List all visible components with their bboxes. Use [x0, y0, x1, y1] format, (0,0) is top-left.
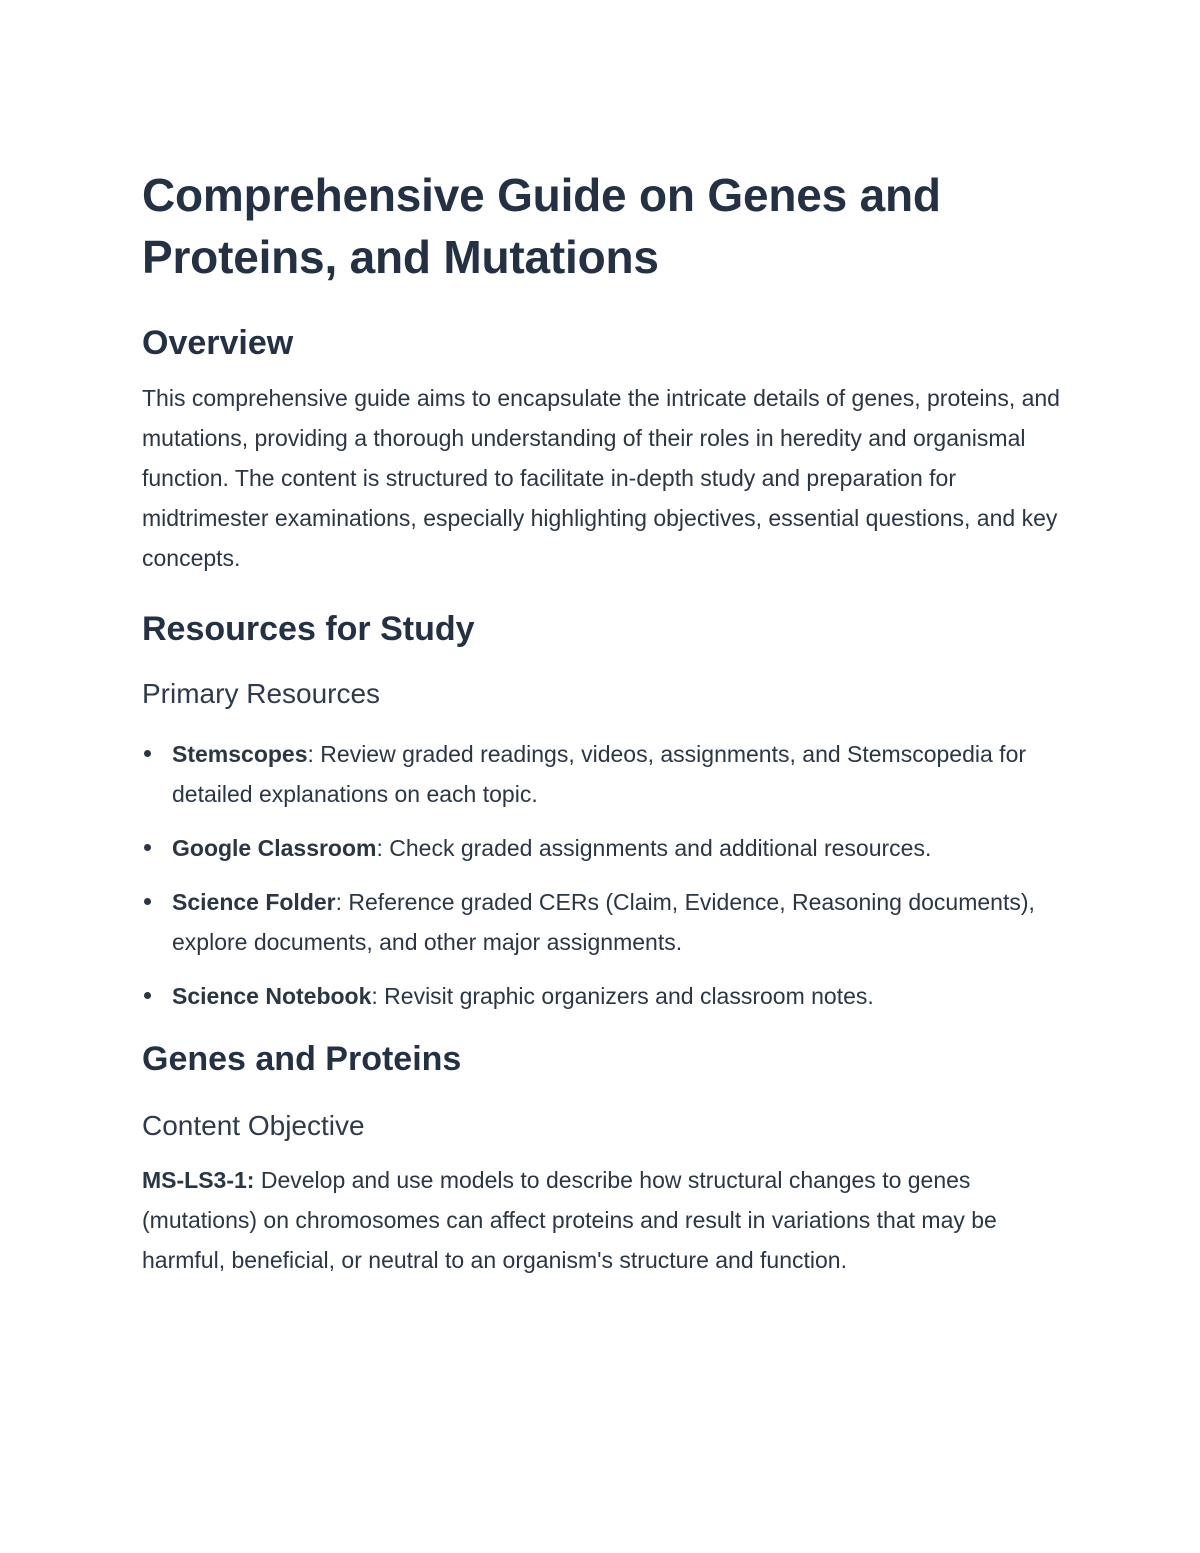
resource-term: Google Classroom: [172, 835, 377, 861]
bullet-icon: [144, 750, 151, 757]
list-item: [142, 882, 1072, 962]
resource-term: Science Notebook: [172, 983, 372, 1009]
objective-text: Develop and use models to describe how structural changes to genes (mutations) on chromosomes can affect proteins and result in variations that may be harmful, beneficial, or neutral to an organism's structure and function.: [142, 1167, 997, 1273]
bullet-icon: [144, 898, 151, 905]
genes-proteins-heading: Genes and Proteins: [142, 1040, 462, 1078]
bullet-icon: [144, 844, 151, 851]
bullet-icon: [144, 992, 151, 999]
resource-description: : Revisit graphic organizers and classroom notes.: [371, 983, 874, 1009]
resource-term: Science Folder: [172, 889, 336, 915]
resource-term: Stemscopes: [172, 741, 308, 767]
standard-code: MS-LS3-1:: [142, 1167, 255, 1193]
content-objective-heading: Content Objective: [142, 1110, 365, 1141]
list-item: [142, 734, 1072, 814]
resource-description: : Review graded readings, videos, assignments, and Stemscopedia for detailed explanations on each topic.: [172, 741, 1027, 807]
content-objective-paragraph: [142, 1160, 1072, 1280]
resource-description: : Check graded assignments and additional resources.: [376, 835, 932, 861]
resources-heading: Resources for Study: [142, 610, 475, 648]
list-item: [142, 976, 1072, 1016]
document-page: [142, 164, 1072, 1280]
resources-list: [142, 734, 1072, 1016]
overview-paragraph: This comprehensive guide aims to encapsulate the intricate details of genes, proteins, and mutations, providing a thorough understanding of their roles in heredity and organismal function. The content is structured to facilitate in-depth study and preparation for midtrimester examinations, especially highlighting objectives, essential questions, and key concepts.: [142, 385, 1060, 571]
document-title: Comprehensive Guide on Genes and Proteins, and Mutations: [142, 169, 941, 283]
list-item: [142, 828, 1072, 868]
overview-heading: Overview: [142, 324, 294, 362]
primary-resources-heading: Primary Resources: [142, 678, 381, 709]
resource-description: : Reference graded CERs (Claim, Evidence, Reasoning documents), explore documents, and other major assignments.: [172, 889, 1035, 955]
